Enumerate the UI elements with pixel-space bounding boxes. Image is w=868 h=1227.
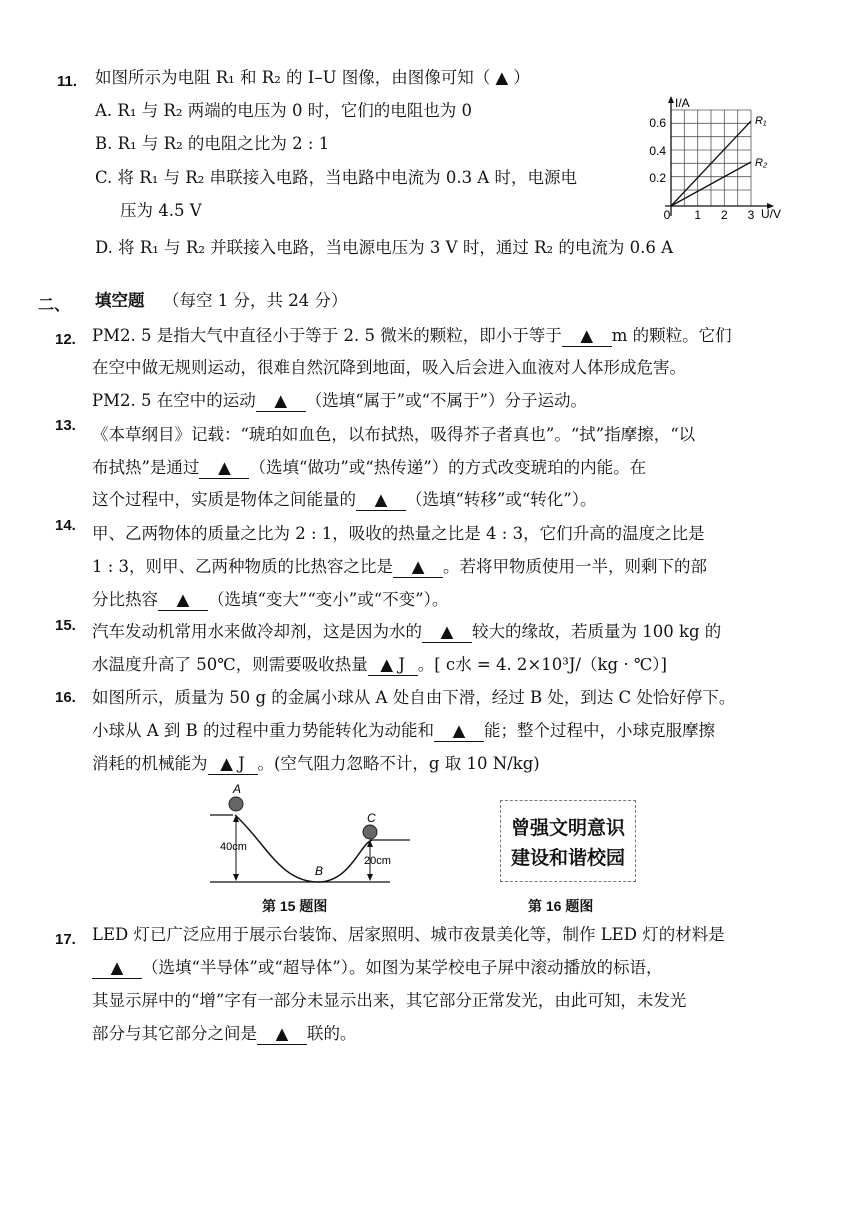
answer-blank[interactable]: ▲ J: [208, 754, 258, 775]
q17-line2: ▲ （选填“半导体”或“超导体”）。如图为某学校电子屏中滚动播放的标语，: [92, 958, 663, 979]
fig15-caption: 第 15 题图: [262, 898, 328, 914]
r1-label: R₁: [755, 115, 767, 127]
option-c-line2: 压为 4.5 V: [120, 201, 202, 220]
q14-line3: 分比热容 ▲ （选填“变大”“变小”或“不变”）。: [92, 590, 449, 609]
answer-blank[interactable]: ▲: [356, 490, 406, 511]
q15-line2: 水温度升高了 50℃，则需要吸收热量 ▲ J 。[ c水 = 4. 2×10³J/（kg · ℃）]: [92, 655, 667, 674]
question-number: 15.: [55, 617, 76, 634]
q12-line3: PM2. 5 在空中的运动 ▲ （选填“属于”或“不属于”）分子运动。: [92, 391, 587, 410]
x-tick: 3: [747, 208, 755, 222]
q12-line1: PM2. 5 是指大气中直径小于等于 2. 5 微米的颗粒，即小于等于 ▲ m 的颗粒。它们: [92, 326, 732, 345]
answer-blank[interactable]: ▲: [562, 326, 612, 347]
section-number: 二、: [38, 297, 71, 314]
y-axis-label: I/A: [675, 96, 690, 110]
section-note: （每空 1 分，共 24 分）: [163, 291, 348, 310]
height-c: 20cm: [364, 855, 391, 867]
track-figure: [210, 782, 410, 890]
answer-blank[interactable]: ▲: [256, 391, 306, 412]
fig16-caption: 第 16 题图: [528, 898, 594, 914]
x-axis-label: U/V: [761, 207, 782, 221]
q16-line3: 消耗的机械能为 ▲ J 。(空气阻力忽略不计，g 取 10 N/kg): [92, 754, 540, 773]
slogan-sign: [500, 800, 636, 882]
iu-graph: [640, 96, 790, 226]
answer-blank[interactable]: ▲: [393, 557, 443, 578]
q15-line1: 汽车发动机常用水来做冷却剂，这是因为水的 ▲ 较大的缘故，若质量为 100 kg 的: [92, 622, 722, 641]
answer-blank[interactable]: ▲: [434, 721, 484, 742]
label-c: C: [367, 811, 376, 825]
y-tick: 0.4: [649, 144, 666, 158]
q12-line2: 在空中做无规则运动，很难自然沉降到地面，吸入后会进入血液对人体形成危害。: [92, 358, 686, 377]
y-tick: 0.2: [649, 171, 666, 185]
answer-blank[interactable]: ▲: [199, 458, 249, 479]
question-stem: 如图所示为电阻 R₁ 和 R₂ 的 I–U 图像，由图像可知（ ▲ ）: [95, 68, 530, 87]
question-number: 14.: [55, 517, 76, 534]
section-title: 填空题: [95, 291, 145, 310]
label-a: A: [233, 782, 242, 796]
option-a: A. R₁ 与 R₂ 两端的电压为 0 时，它们的电阻也为 0: [95, 101, 472, 120]
height-a: 40cm: [220, 841, 247, 853]
label-b: B: [315, 864, 324, 878]
ball-a: [229, 797, 243, 811]
ball-c: [363, 825, 377, 839]
question-number: 17.: [55, 931, 76, 948]
origin-label: 0: [663, 208, 671, 222]
question-number: 11.: [57, 73, 78, 90]
q13-line1: 《本草纲目》记载：“琥珀如血色，以布拭热，吸得芥子者真也”。“拭”指摩擦，“以: [92, 425, 696, 444]
q17-line4: 部分与其它部分之间是 ▲ 联的。: [92, 1024, 357, 1043]
answer-blank[interactable]: ▲: [257, 1024, 307, 1045]
r2-label: R₂: [755, 157, 768, 169]
option-c-line1: C. 将 R₁ 与 R₂ 串联接入电路，当电路中电流为 0.3 A 时，电源电: [95, 168, 577, 187]
answer-blank[interactable]: ▲ J: [368, 655, 418, 676]
q14-line2: 1 : 3，则甲、乙两种物质的比热容之比是 ▲ 。若将甲物质使用一半，则剩下的部: [92, 557, 708, 576]
slogan-line2: 建设和谐校园: [510, 847, 625, 869]
option-d: D. 将 R₁ 与 R₂ 并联接入电路，当电源电压为 3 V 时，通过 R₂ 的电流为 0.6 A: [95, 238, 674, 257]
q14-line1: 甲、乙两物体的质量之比为 2 : 1，吸收的热量之比是 4 : 3，它们升高的温度之比是: [92, 524, 705, 543]
q13-line2: 布拭热”是通过 ▲ （选填“做功”或“热传递”）的方式改变琥珀的内能。在: [92, 458, 647, 477]
q16-line2: 小球从 A 到 B 的过程中重力势能转化为动能和 ▲ 能；整个过程中，小球克服摩擦: [92, 721, 716, 740]
track-curve: [235, 815, 372, 882]
q17-line3: 其显示屏中的“增”字有一部分未显示出来，其它部分正常发光，由此可知，未发光: [92, 991, 687, 1010]
question-number: 13.: [55, 417, 76, 434]
q13-line3: 这个过程中，实质是物体之间能量的 ▲ （选填“转移”或“转化”）。: [92, 490, 597, 509]
option-b: B. R₁ 与 R₂ 的电阻之比为 2 : 1: [95, 134, 330, 153]
answer-blank[interactable]: ▲: [92, 958, 142, 979]
answer-blank[interactable]: ▲: [158, 590, 208, 611]
x-tick: 2: [720, 208, 728, 222]
x-tick: 1: [694, 208, 702, 222]
y-tick: 0.6: [649, 116, 666, 130]
q16-line1: 如图所示，质量为 50 g 的金属小球从 A 处自由下滑，经过 B 处，到达 C 处恰好停下。: [92, 688, 736, 707]
q17-line1: LED 灯已广泛应用于展示台装饰、居家照明、城市夜景美化等，制作 LED 灯的材料是: [92, 925, 725, 944]
slogan-line1: 曾强文明意识: [510, 817, 625, 839]
answer-blank[interactable]: ▲: [422, 622, 472, 643]
question-number: 12.: [55, 331, 76, 348]
question-number: 16.: [55, 689, 76, 706]
